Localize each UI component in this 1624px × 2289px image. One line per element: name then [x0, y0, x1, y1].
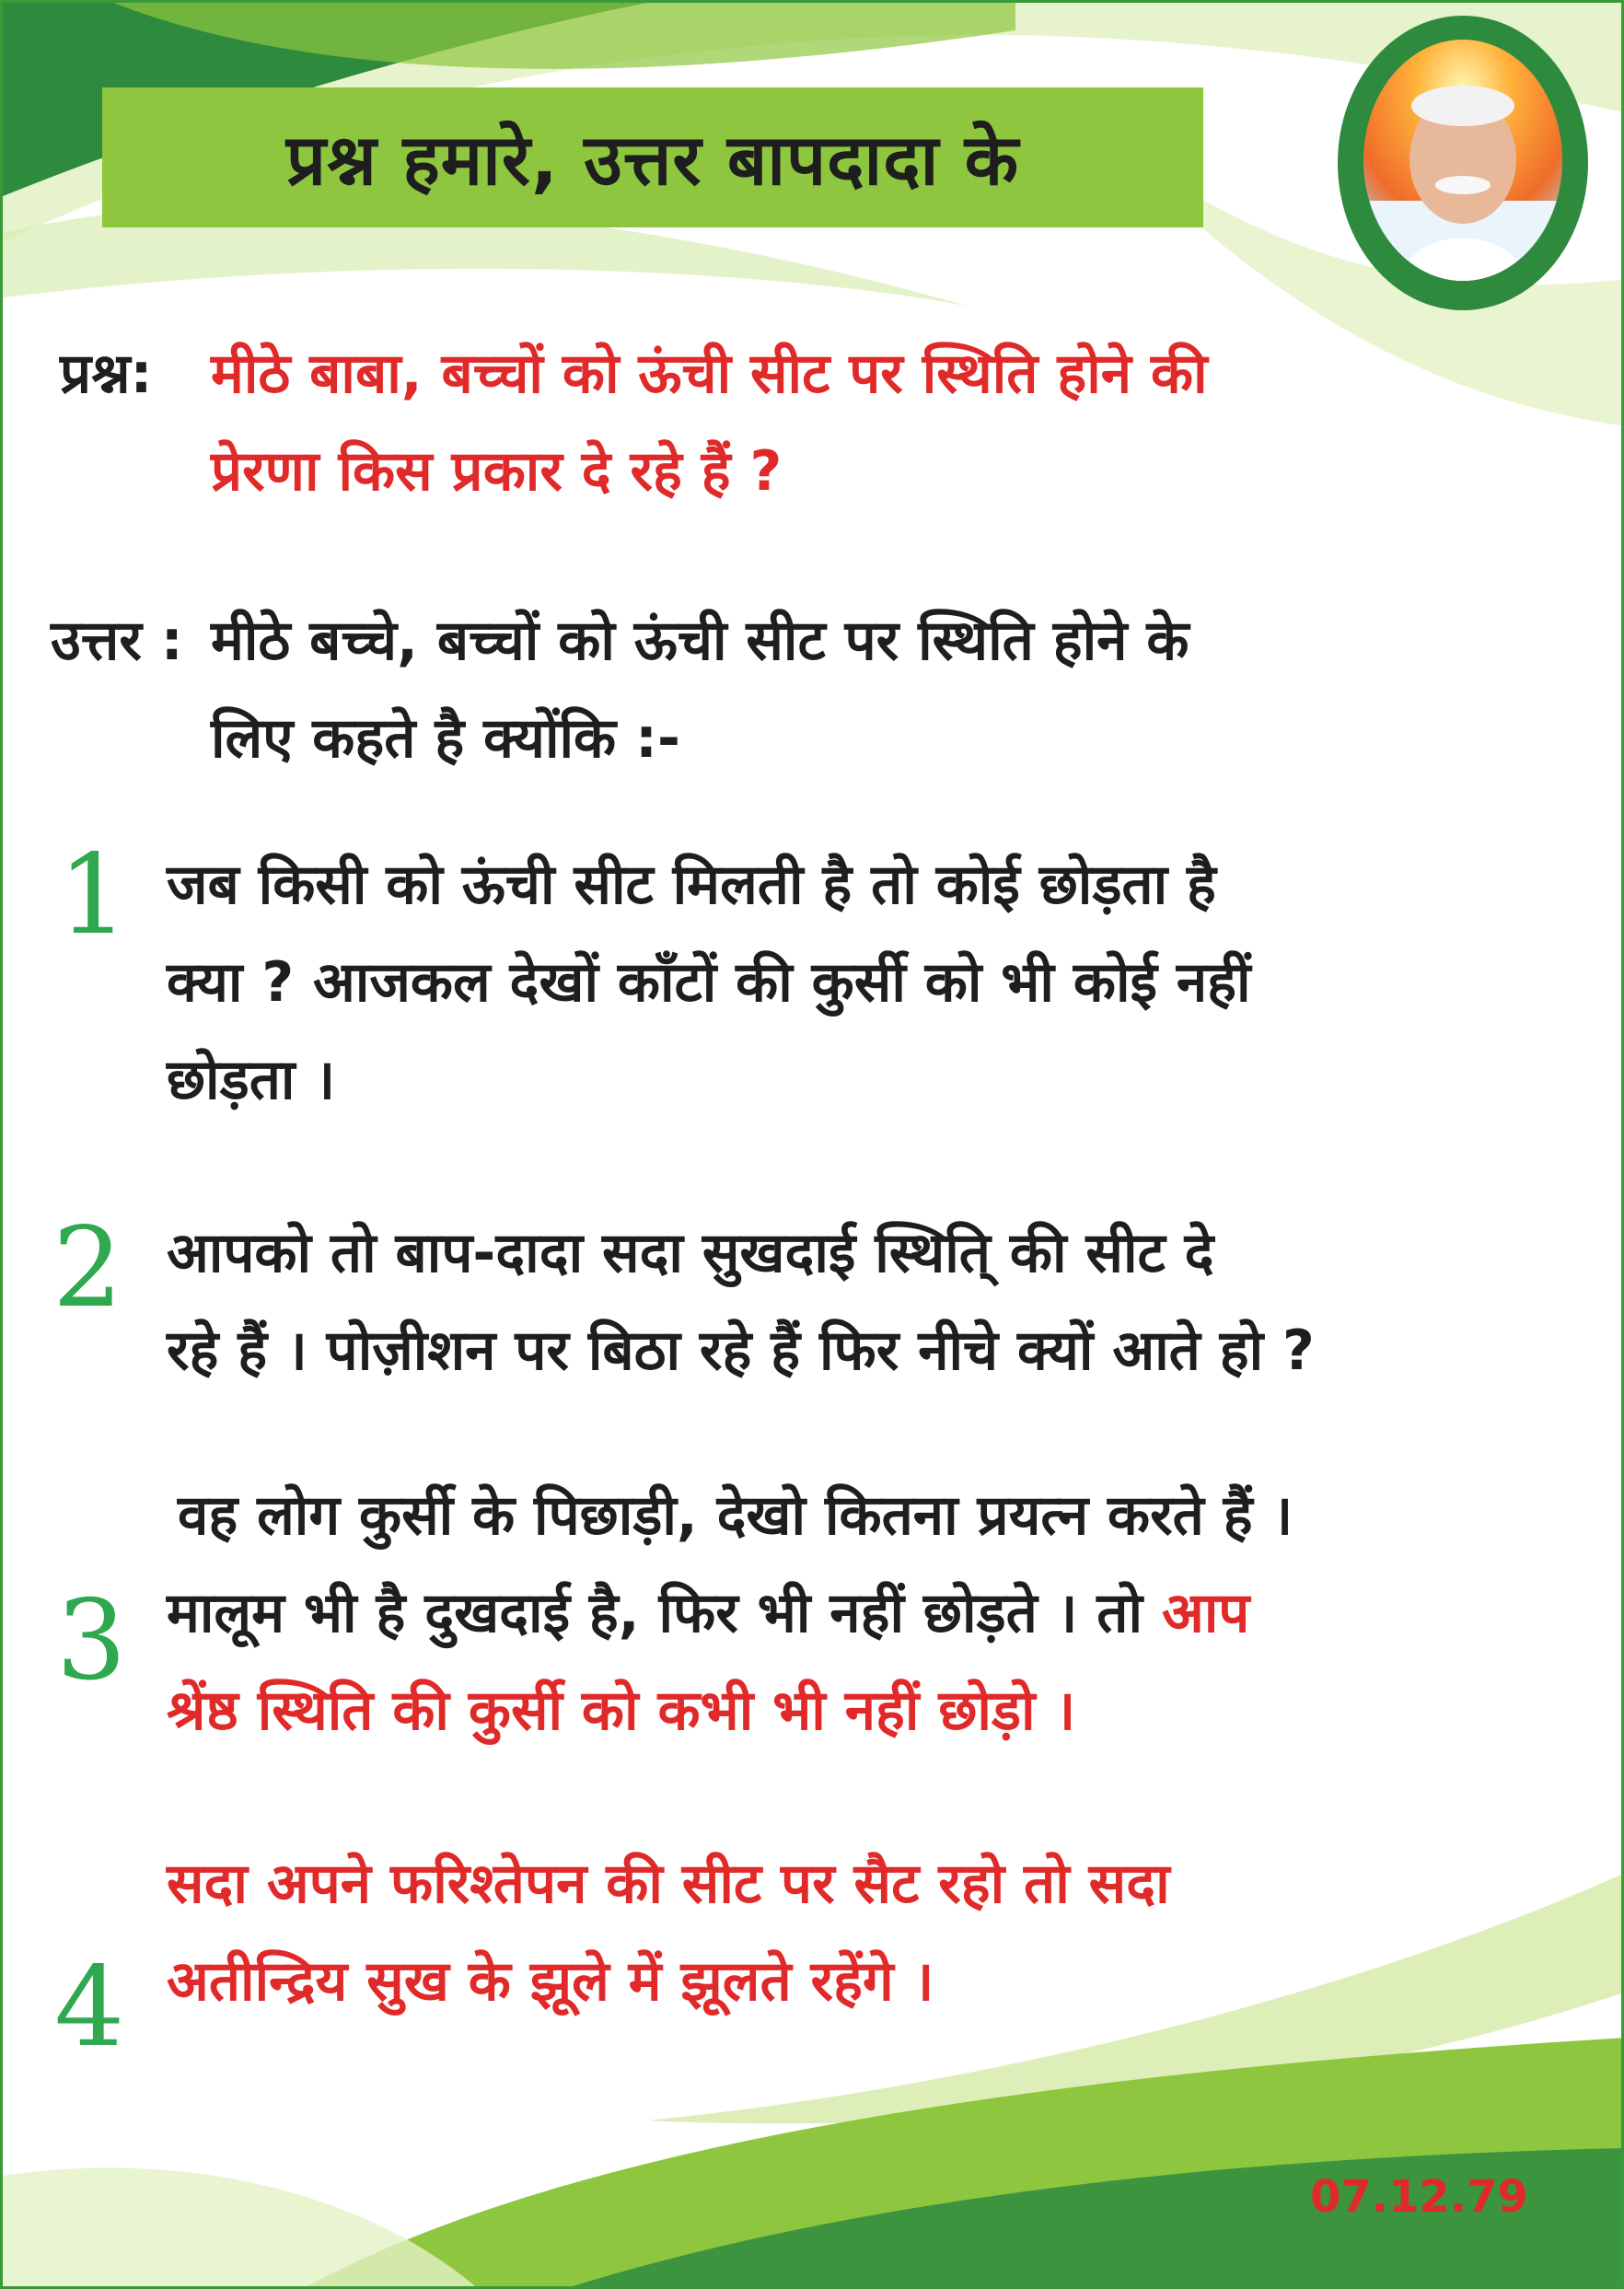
- point-line: श्रेंष्ठ स्थिति की कुर्सी को कभी भी नहीं छोड़ो ।: [167, 1679, 1076, 1743]
- point-number: 1: [58, 831, 129, 959]
- question-line: प्रेरणा किस प्रकार दे रहे हैं ?: [211, 439, 783, 504]
- point-line: जब किसी को ऊंची सीट मिलती है तो कोई छोड़ता है: [167, 853, 1216, 917]
- point-line: छोड़ता ।: [167, 1048, 336, 1112]
- point-line: सदा अपने फरिश्तेपन की सीट पर सैट रहो तो सदा: [167, 1852, 1170, 1916]
- point-line: रहे हैं । पोज़ीशन पर बिठा रहे हैं फिर नीचे क्यों आते हो ?: [167, 1319, 1315, 1383]
- portrait-image: [1363, 40, 1562, 281]
- date-stamp: 07.12.79: [1310, 2171, 1528, 2223]
- portrait-illustration: [1363, 40, 1562, 281]
- answer-line: मीठे बच्चे, बच्चों को ऊंची सीट पर स्थिति होने के: [211, 609, 1189, 673]
- point-4-text: [167, 1835, 1612, 2030]
- point-line: क्या ? आजकल देखों काँटों की कुर्सी को भी कोई नहीं: [167, 950, 1251, 1015]
- answer-line: लिए कहते है क्योंकि :-: [211, 706, 680, 771]
- page-title: प्रश्न हमारे, उत्तर बापदादा के: [285, 118, 1020, 201]
- point-line: [167, 1564, 1612, 1662]
- point-number: 2: [52, 1204, 123, 1332]
- point-2-text: [167, 1204, 1612, 1400]
- point-line-part: मालूम भी है दुखदाई है, फिर भी नहीं छोड़ते । तो: [167, 1581, 1143, 1645]
- question-text: [211, 325, 1592, 520]
- question-line: मीठे बाबा, बच्चों को ऊंची सीट पर स्थिति होने की: [211, 342, 1208, 406]
- point-number: 4: [54, 1944, 125, 2072]
- title-banner: [102, 87, 1203, 227]
- point-line: वह लोग कुर्सी के पिछाड़ी, देखो कितना प्रयत्न करते हैं ।: [178, 1483, 1293, 1548]
- point-line: आपको तो बाप-दादा सदा सुखदाई स्थिति् की सीट दे: [167, 1221, 1214, 1285]
- question-label: प्रश्न:: [60, 342, 153, 406]
- answer-text: [211, 592, 1592, 787]
- point-number: 3: [56, 1577, 127, 1705]
- point-line-highlight: आप: [1161, 1581, 1250, 1645]
- answer-label: उत्तर :: [51, 609, 183, 673]
- point-3-text: [167, 1467, 1612, 1760]
- point-line: अतीन्द्रिय सुख के झूले में झूलते रहेंगे ।: [167, 1949, 934, 2014]
- point-1-text: [167, 836, 1603, 1129]
